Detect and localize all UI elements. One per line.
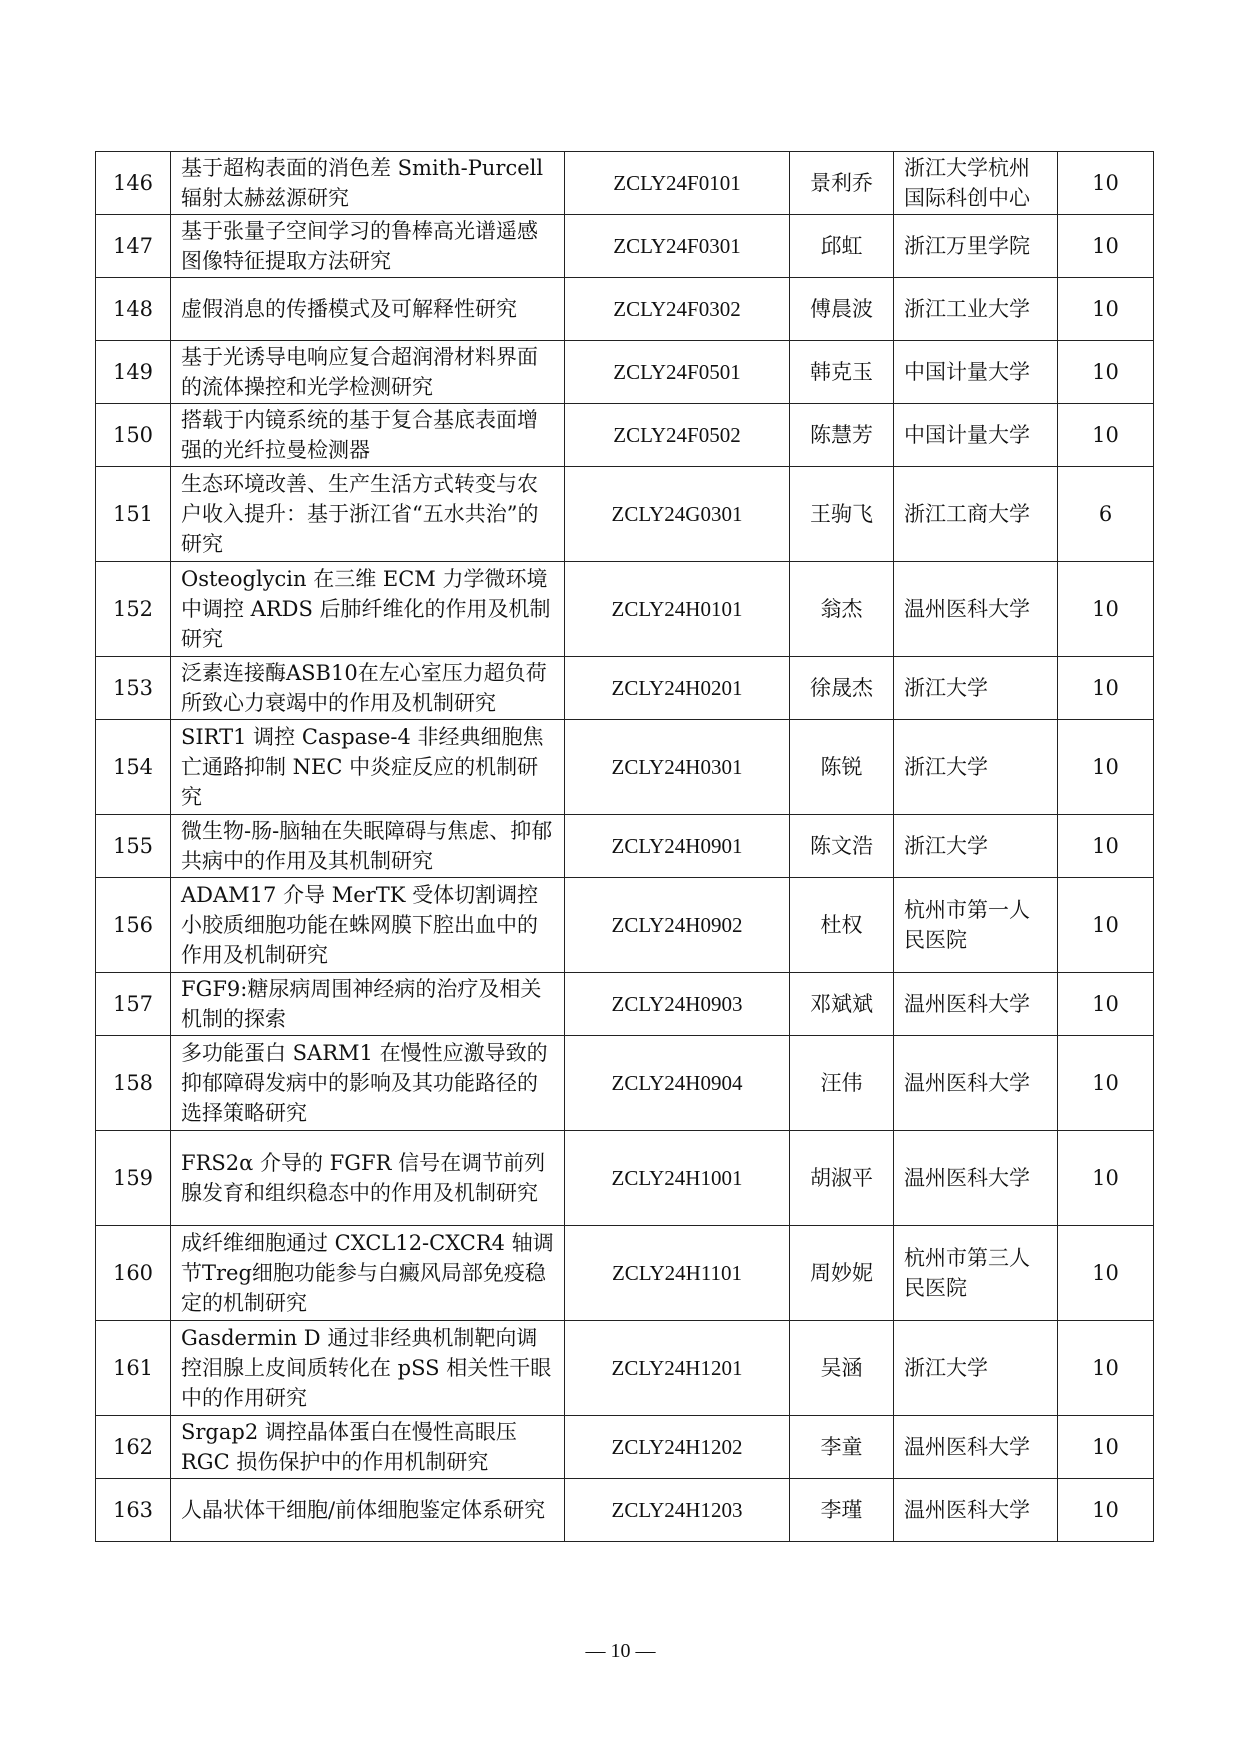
organization: 浙江工商大学 <box>894 467 1058 562</box>
principal-investigator: 李童 <box>790 1416 894 1479</box>
organization: 浙江大学 <box>894 1321 1058 1416</box>
table-row <box>96 1226 1154 1321</box>
project-code: ZCLY24H0902 <box>565 878 790 973</box>
project-list-table <box>95 151 1154 1542</box>
project-code: ZCLY24H0904 <box>565 1036 790 1131</box>
principal-investigator: 李瑾 <box>790 1479 894 1542</box>
funding-amount: 10 <box>1058 562 1154 657</box>
row-number: 162 <box>96 1416 171 1479</box>
table-row <box>96 562 1154 657</box>
project-title: 泛素连接酶ASB10在左心室压力超负荷所致心力衰竭中的作用及机制研究 <box>171 657 565 720</box>
table-row <box>96 720 1154 815</box>
project-title: FGF9:糖尿病周围神经病的治疗及相关机制的探索 <box>171 973 565 1036</box>
project-code: ZCLY24H0101 <box>565 562 790 657</box>
project-title: 微生物-肠-脑轴在失眠障碍与焦虑、抑郁共病中的作用及其机制研究 <box>171 815 565 878</box>
organization: 中国计量大学 <box>894 341 1058 404</box>
principal-investigator: 邓斌斌 <box>790 973 894 1036</box>
funding-amount: 10 <box>1058 1416 1154 1479</box>
row-number: 156 <box>96 878 171 973</box>
row-number: 159 <box>96 1131 171 1226</box>
table-row <box>96 878 1154 973</box>
organization: 中国计量大学 <box>894 404 1058 467</box>
organization: 温州医科大学 <box>894 1479 1058 1542</box>
organization: 杭州市第一人民医院 <box>894 878 1058 973</box>
organization: 浙江大学 <box>894 720 1058 815</box>
funding-amount: 10 <box>1058 215 1154 278</box>
principal-investigator: 吴涵 <box>790 1321 894 1416</box>
funding-amount: 10 <box>1058 341 1154 404</box>
project-title: 生态环境改善、生产生活方式转变与农户收入提升：基于浙江省“五水共治”的研究 <box>171 467 565 562</box>
principal-investigator: 景利乔 <box>790 152 894 215</box>
project-title: Srgap2 调控晶体蛋白在慢性高眼压 RGC 损伤保护中的作用机制研究 <box>171 1416 565 1479</box>
page-number: — 10 — <box>585 1640 656 1662</box>
principal-investigator: 王驹飞 <box>790 467 894 562</box>
funding-amount: 10 <box>1058 878 1154 973</box>
organization: 温州医科大学 <box>894 973 1058 1036</box>
funding-amount: 10 <box>1058 278 1154 341</box>
table-row <box>96 467 1154 562</box>
organization: 温州医科大学 <box>894 1416 1058 1479</box>
row-number: 146 <box>96 152 171 215</box>
project-title: 基于光诱导电响应复合超润滑材料界面的流体操控和光学检测研究 <box>171 341 565 404</box>
principal-investigator: 韩克玉 <box>790 341 894 404</box>
organization: 浙江工业大学 <box>894 278 1058 341</box>
principal-investigator: 邱虹 <box>790 215 894 278</box>
organization: 浙江大学杭州国际科创中心 <box>894 152 1058 215</box>
funding-amount: 10 <box>1058 1131 1154 1226</box>
row-number: 155 <box>96 815 171 878</box>
funding-amount: 10 <box>1058 152 1154 215</box>
project-code: ZCLY24G0301 <box>565 467 790 562</box>
organization: 浙江大学 <box>894 815 1058 878</box>
table-row <box>96 341 1154 404</box>
project-title: 虚假消息的传播模式及可解释性研究 <box>171 278 565 341</box>
project-title: 搭载于内镜系统的基于复合基底表面增强的光纤拉曼检测器 <box>171 404 565 467</box>
principal-investigator: 徐晟杰 <box>790 657 894 720</box>
organization: 浙江大学 <box>894 657 1058 720</box>
table-row <box>96 215 1154 278</box>
project-title: 基于张量子空间学习的鲁棒高光谱遥感图像特征提取方法研究 <box>171 215 565 278</box>
project-code: ZCLY24F0101 <box>565 152 790 215</box>
funding-amount: 10 <box>1058 973 1154 1036</box>
organization: 温州医科大学 <box>894 1036 1058 1131</box>
principal-investigator: 杜权 <box>790 878 894 973</box>
funding-amount: 6 <box>1058 467 1154 562</box>
table-row <box>96 1036 1154 1131</box>
project-code: ZCLY24H1101 <box>565 1226 790 1321</box>
project-title: ADAM17 介导 MerTK 受体切割调控小胶质细胞功能在蛛网膜下腔出血中的作用及机制研究 <box>171 878 565 973</box>
project-title: 成纤维细胞通过 CXCL12-CXCR4 轴调节Treg细胞功能参与白癜风局部免疫稳定的机制研究 <box>171 1226 565 1321</box>
row-number: 150 <box>96 404 171 467</box>
row-number: 152 <box>96 562 171 657</box>
row-number: 147 <box>96 215 171 278</box>
principal-investigator: 陈文浩 <box>790 815 894 878</box>
project-title: 人晶状体干细胞/前体细胞鉴定体系研究 <box>171 1479 565 1542</box>
funding-amount: 10 <box>1058 1321 1154 1416</box>
organization: 温州医科大学 <box>894 1131 1058 1226</box>
project-code: ZCLY24F0302 <box>565 278 790 341</box>
project-code: ZCLY24H1001 <box>565 1131 790 1226</box>
table-row <box>96 657 1154 720</box>
funding-amount: 10 <box>1058 657 1154 720</box>
funding-amount: 10 <box>1058 815 1154 878</box>
project-code: ZCLY24H0201 <box>565 657 790 720</box>
principal-investigator: 傅晨波 <box>790 278 894 341</box>
project-code: ZCLY24F0301 <box>565 215 790 278</box>
project-code: ZCLY24H1201 <box>565 1321 790 1416</box>
table-row <box>96 152 1154 215</box>
project-title: SIRT1 调控 Caspase-4 非经典细胞焦亡通路抑制 NEC 中炎症反应的机制研究 <box>171 720 565 815</box>
funding-amount: 10 <box>1058 1226 1154 1321</box>
row-number: 151 <box>96 467 171 562</box>
principal-investigator: 陈锐 <box>790 720 894 815</box>
table-row <box>96 1131 1154 1226</box>
project-code: ZCLY24H0903 <box>565 973 790 1036</box>
row-number: 161 <box>96 1321 171 1416</box>
project-code: ZCLY24H0301 <box>565 720 790 815</box>
principal-investigator: 汪伟 <box>790 1036 894 1131</box>
table-row <box>96 1479 1154 1542</box>
table-row <box>96 404 1154 467</box>
row-number: 160 <box>96 1226 171 1321</box>
table-row <box>96 973 1154 1036</box>
organization: 杭州市第三人民医院 <box>894 1226 1058 1321</box>
organization: 温州医科大学 <box>894 562 1058 657</box>
funding-amount: 10 <box>1058 1036 1154 1131</box>
organization: 浙江万里学院 <box>894 215 1058 278</box>
table-row <box>96 1321 1154 1416</box>
project-title: Gasdermin D 通过非经典机制靶向调控泪腺上皮间质转化在 pSS 相关性干眼中的作用研究 <box>171 1321 565 1416</box>
project-title: 基于超构表面的消色差 Smith-Purcell 辐射太赫兹源研究 <box>171 152 565 215</box>
table-row <box>96 815 1154 878</box>
project-title: FRS2α 介导的 FGFR 信号在调节前列腺发育和组织稳态中的作用及机制研究 <box>171 1131 565 1226</box>
principal-investigator: 翁杰 <box>790 562 894 657</box>
project-code: ZCLY24H1202 <box>565 1416 790 1479</box>
row-number: 149 <box>96 341 171 404</box>
row-number: 148 <box>96 278 171 341</box>
row-number: 154 <box>96 720 171 815</box>
funding-amount: 10 <box>1058 720 1154 815</box>
row-number: 153 <box>96 657 171 720</box>
project-title: Osteoglycin 在三维 ECM 力学微环境中调控 ARDS 后肺纤维化的作用及机制研究 <box>171 562 565 657</box>
table-row <box>96 278 1154 341</box>
project-table-body <box>96 152 1154 1542</box>
funding-amount: 10 <box>1058 404 1154 467</box>
funding-amount: 10 <box>1058 1479 1154 1542</box>
principal-investigator: 陈慧芳 <box>790 404 894 467</box>
principal-investigator: 周妙妮 <box>790 1226 894 1321</box>
project-title: 多功能蛋白 SARM1 在慢性应激导致的抑郁障碍发病中的影响及其功能路径的选择策略研究 <box>171 1036 565 1131</box>
table-row <box>96 1416 1154 1479</box>
project-code: ZCLY24F0502 <box>565 404 790 467</box>
project-code: ZCLY24H0901 <box>565 815 790 878</box>
project-code: ZCLY24H1203 <box>565 1479 790 1542</box>
row-number: 163 <box>96 1479 171 1542</box>
row-number: 157 <box>96 973 171 1036</box>
principal-investigator: 胡淑平 <box>790 1131 894 1226</box>
row-number: 158 <box>96 1036 171 1131</box>
project-code: ZCLY24F0501 <box>565 341 790 404</box>
